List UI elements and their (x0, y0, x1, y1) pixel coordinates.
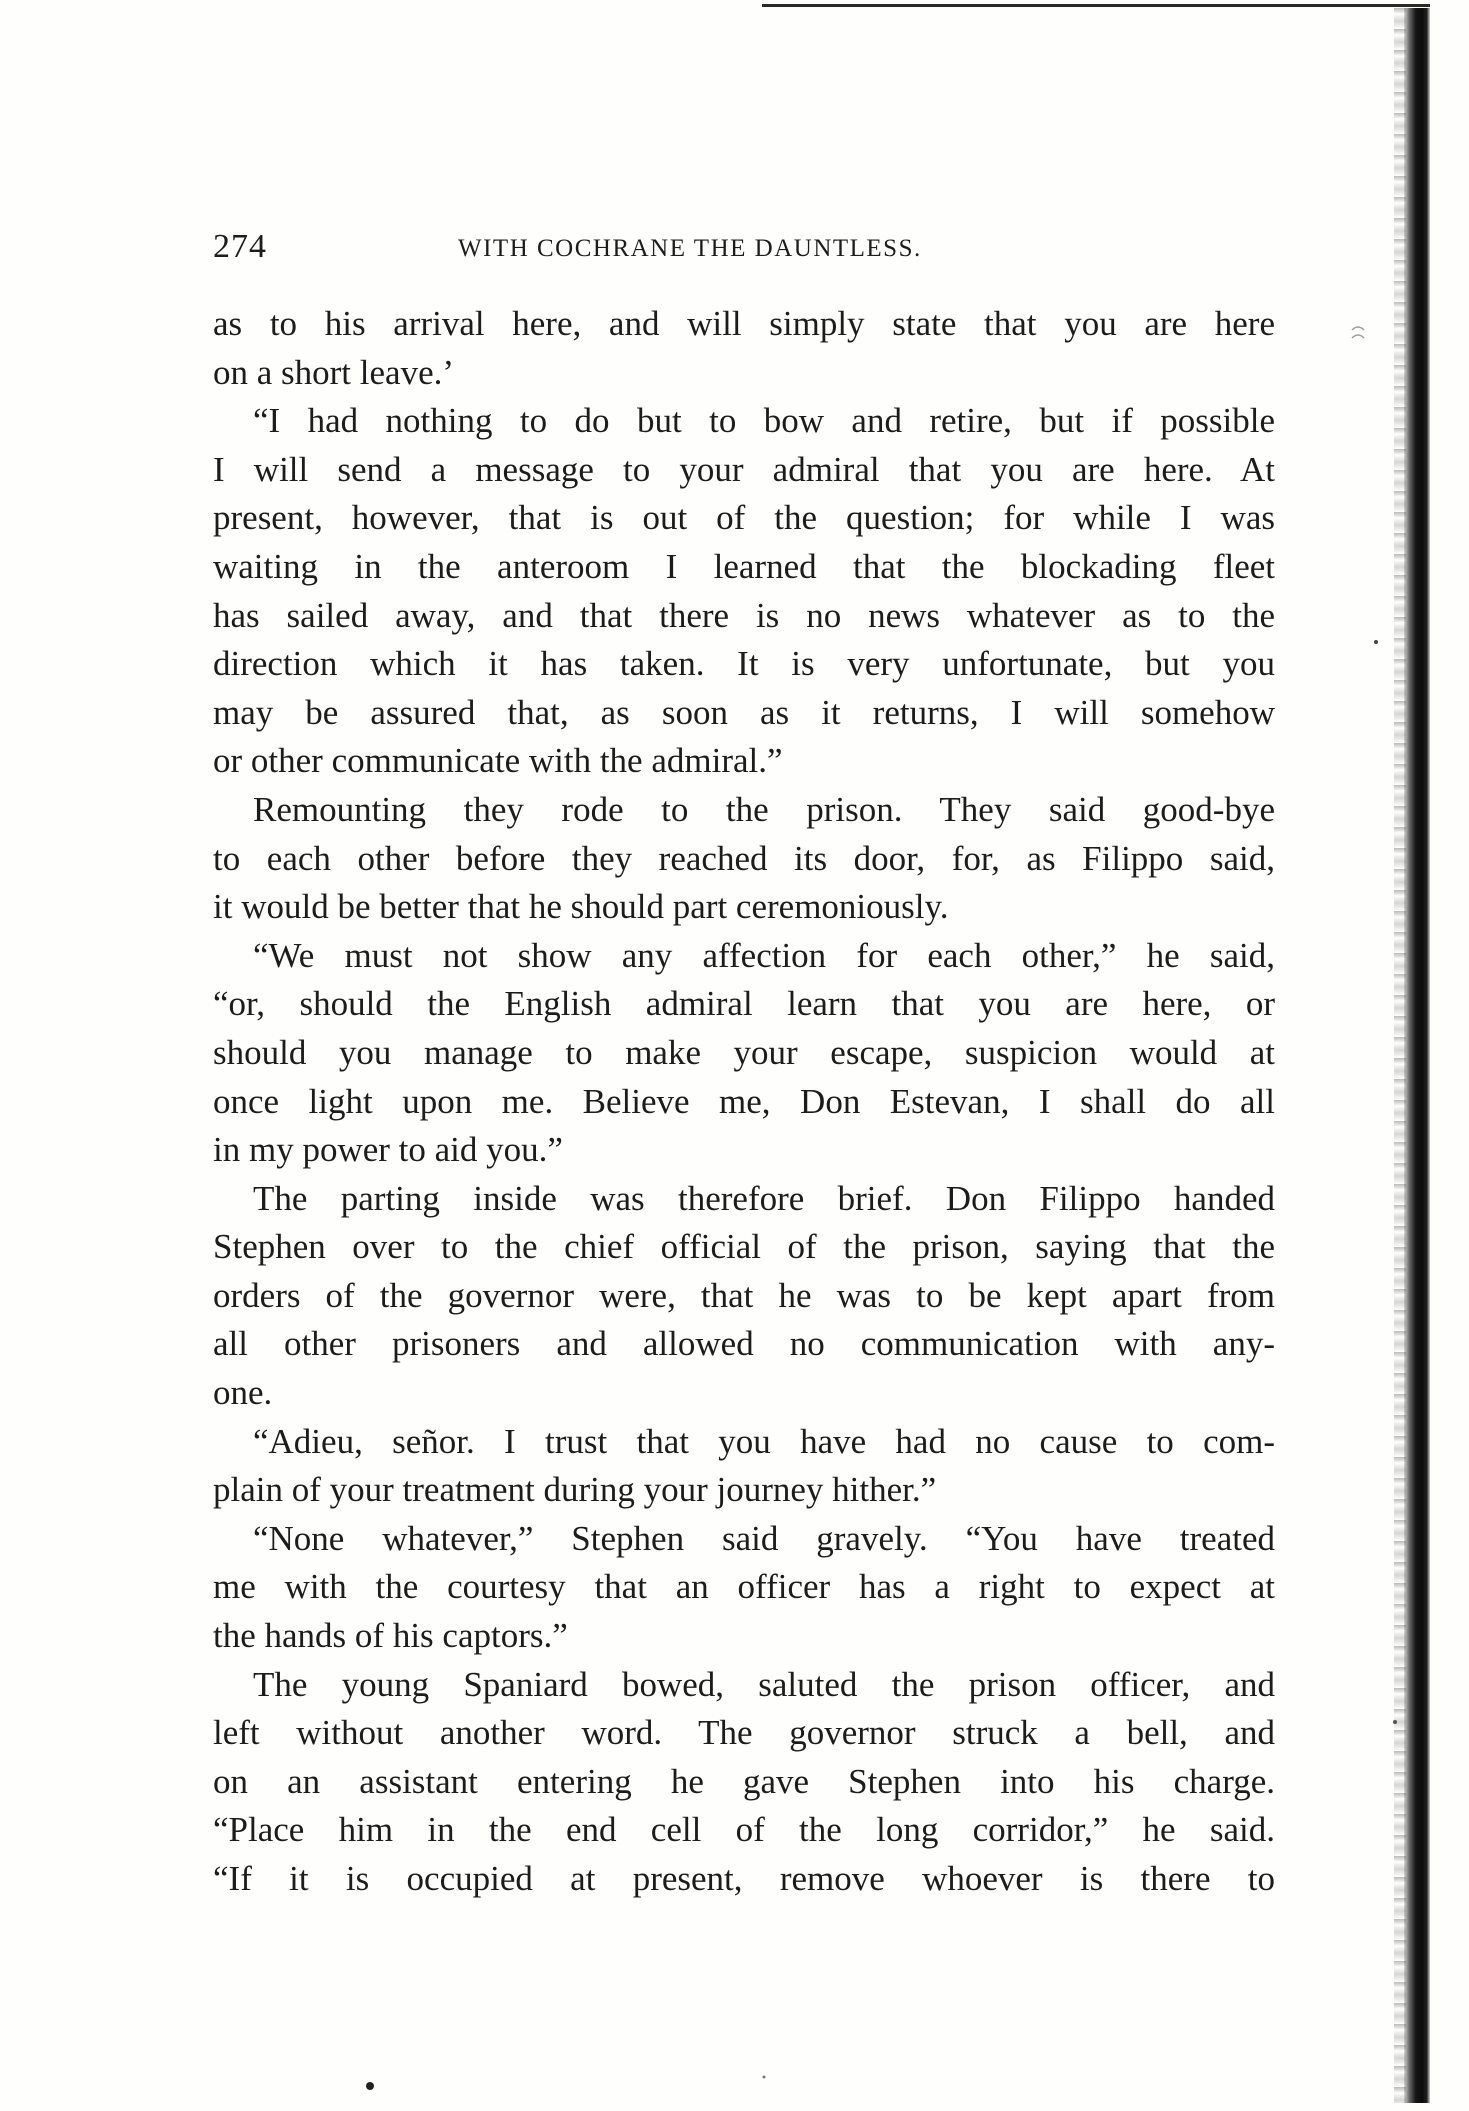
text-line: the hands of his captors.” (213, 1616, 568, 1656)
page-number: 274 (213, 228, 267, 265)
text-line: Stephen over to the chief official of the prison, saying that the (213, 1227, 1275, 1267)
text-line: left without another word. The governor struck a bell, and (213, 1713, 1275, 1753)
ink-speck (1393, 1720, 1397, 1724)
text-line: “If it is occupied at present, remove whoever is there to (213, 1859, 1275, 1898)
text-line: “or, should the English admiral learn that you are here, or (213, 984, 1275, 1024)
text-line: “Adieu, señor. I trust that you have had no cause to com- (253, 1421, 1275, 1461)
text-line: I will send a message to your admiral that you are here. At (213, 449, 1275, 489)
text-line: all other prisoners and allowed no communication with any- (213, 1324, 1275, 1364)
text-line: to each other before they reached its door, for, as Filippo said, (213, 838, 1275, 878)
text-line: it would be better that he should part ceremoniously. (213, 887, 949, 927)
text-line: The parting inside was therefore brief. Don Filippo handed (253, 1178, 1275, 1218)
text-line: as to his arrival here, and will simply state that you are here (213, 304, 1275, 343)
text-line: “Place him in the end cell of the long corridor,” he said. (213, 1810, 1275, 1850)
text-line: once light upon me. Believe me, Don Estevan, I shall do all (213, 1081, 1275, 1121)
text-line: “I had nothing to do but to bow and retire, but if possible (253, 401, 1275, 441)
text-line: plain of your treatment during your journey hither.” (213, 1470, 937, 1510)
text-line: one. (213, 1373, 273, 1413)
text-line: should you manage to make your escape, suspicion would at (213, 1032, 1275, 1072)
margin-mark (1352, 327, 1364, 338)
text-line: on a short leave.’ (213, 352, 455, 392)
text-line: orders of the governor were, that he was to be kept apart from (213, 1275, 1275, 1315)
text-line: “None whatever,” Stephen said gravely. “You have treated (253, 1518, 1275, 1558)
text-line: has sailed away, and that there is no news whatever as to the (213, 595, 1275, 635)
text-line: present, however, that is out of the question; for while I was (213, 498, 1275, 538)
ink-speck (1374, 640, 1378, 644)
text-line: me with the courtesy that an officer has a right to expect at (213, 1567, 1275, 1607)
ink-speck (366, 2082, 374, 2090)
ink-speck (763, 2076, 766, 2079)
text-line: may be assured that, as soon as it returns, I will somehow (213, 692, 1275, 732)
text-line: in my power to aid you.” (213, 1130, 563, 1170)
text-line: on an assistant entering he gave Stephen into his charge. (213, 1761, 1275, 1801)
running-title: WITH COCHRANE THE DAUNTLESS. (458, 235, 922, 262)
text-line: direction which it has taken. It is very unfortunate, but you (213, 644, 1275, 684)
text-line: waiting in the anteroom I learned that the blockading fleet (213, 546, 1275, 586)
text-line: “We must not show any affection for each other,” he said, (253, 935, 1275, 975)
text-line: or other communicate with the admiral.” (213, 741, 783, 781)
text-line: Remounting they rode to the prison. They said good-bye (253, 789, 1275, 829)
text-line: The young Spaniard bowed, saluted the prison officer, and (253, 1664, 1275, 1704)
